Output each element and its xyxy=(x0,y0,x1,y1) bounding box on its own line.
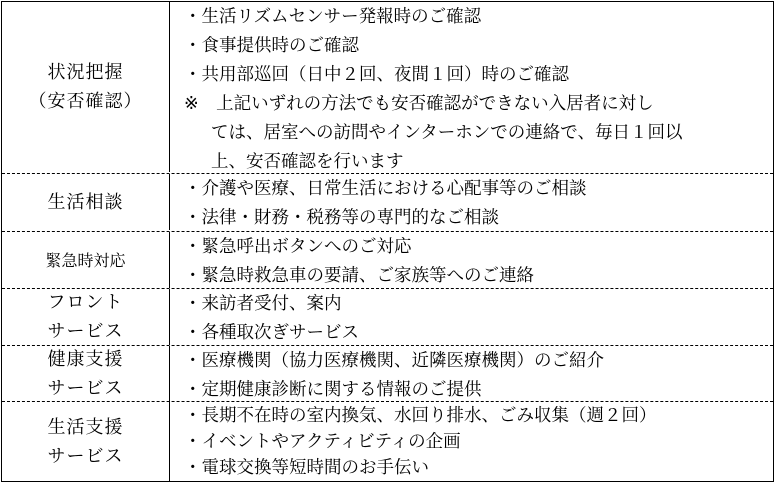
services-table xyxy=(1,1,774,482)
row-content-emergency xyxy=(170,232,773,288)
row-label-line: サービス xyxy=(47,378,124,399)
table-row-safety-check xyxy=(2,2,773,172)
row-content-front-service xyxy=(170,289,773,345)
row-label-line: フロント xyxy=(47,292,124,313)
row-label-line: 状況把握 xyxy=(47,62,124,83)
list-item: ・食事提供時のご確認 xyxy=(184,36,359,56)
table-row-front-service xyxy=(2,288,773,345)
list-item: ・定期健康診断に関する情報のご提供 xyxy=(184,380,482,400)
row-content-life-consultation xyxy=(170,174,773,230)
row-label-emergency xyxy=(2,232,170,288)
row-content-life-support xyxy=(170,402,773,481)
row-label-line: 生活相談 xyxy=(47,191,124,213)
note-line: ては、居室への訪問やインターホンでの連絡で、毎日１回以 xyxy=(211,123,683,143)
list-item: ・イベントやアクティビティの企画 xyxy=(184,432,461,452)
list-item: ・共用部巡回（日中２回、夜間１回）時のご確認 xyxy=(184,65,569,85)
row-label-safety-check xyxy=(2,2,170,172)
row-label-line: 生活支援 xyxy=(47,416,124,438)
table-row-health-support xyxy=(2,345,773,402)
note-line: ※ 上記いずれの方法でも安否確認ができない入居者に対し xyxy=(184,94,654,114)
list-item: ・生活リズムセンサー発報時のご確認 xyxy=(184,7,482,27)
note-block xyxy=(184,90,773,177)
list-item: ・緊急時救急車の要請、ご家族等へのご連絡 xyxy=(184,266,534,286)
list-item: ・介護や医療、日常生活における心配事等のご相談 xyxy=(184,179,587,199)
row-label-line: （安否確認） xyxy=(28,91,143,112)
list-item: ・各種取次ぎサービス xyxy=(184,323,359,343)
row-label-line: 健康支援 xyxy=(47,349,124,370)
row-label-line: サービス xyxy=(47,445,124,467)
table-row-life-support xyxy=(2,401,773,481)
row-label-life-support xyxy=(2,402,170,481)
row-label-line: 緊急時対応 xyxy=(45,250,126,270)
list-item: ・電球交換等短時間のお手伝い xyxy=(184,458,429,478)
row-content-health-support xyxy=(170,346,773,402)
list-item: ・来訪者受付、案内 xyxy=(184,294,342,314)
table-row-life-consultation xyxy=(2,173,773,230)
list-item: ・医療機関（協力医療機関、近隣医療機関）のご紹介 xyxy=(184,351,604,371)
list-item: ・法律・財務・税務等の専門的なご相談 xyxy=(184,208,499,228)
row-content-safety-check xyxy=(170,2,773,172)
list-item: ・緊急呼出ボタンへのご対応 xyxy=(184,237,412,257)
row-label-health-support xyxy=(2,346,170,402)
row-label-line: サービス xyxy=(47,321,124,342)
row-label-front-service xyxy=(2,289,170,345)
table-row-emergency xyxy=(2,231,773,288)
row-label-life-consultation xyxy=(2,174,170,230)
list-item: ・長期不在時の室内換気、水回り排水、ごみ収集（週２回） xyxy=(184,406,657,426)
note-line: 上、安否確認を行います xyxy=(211,152,404,172)
